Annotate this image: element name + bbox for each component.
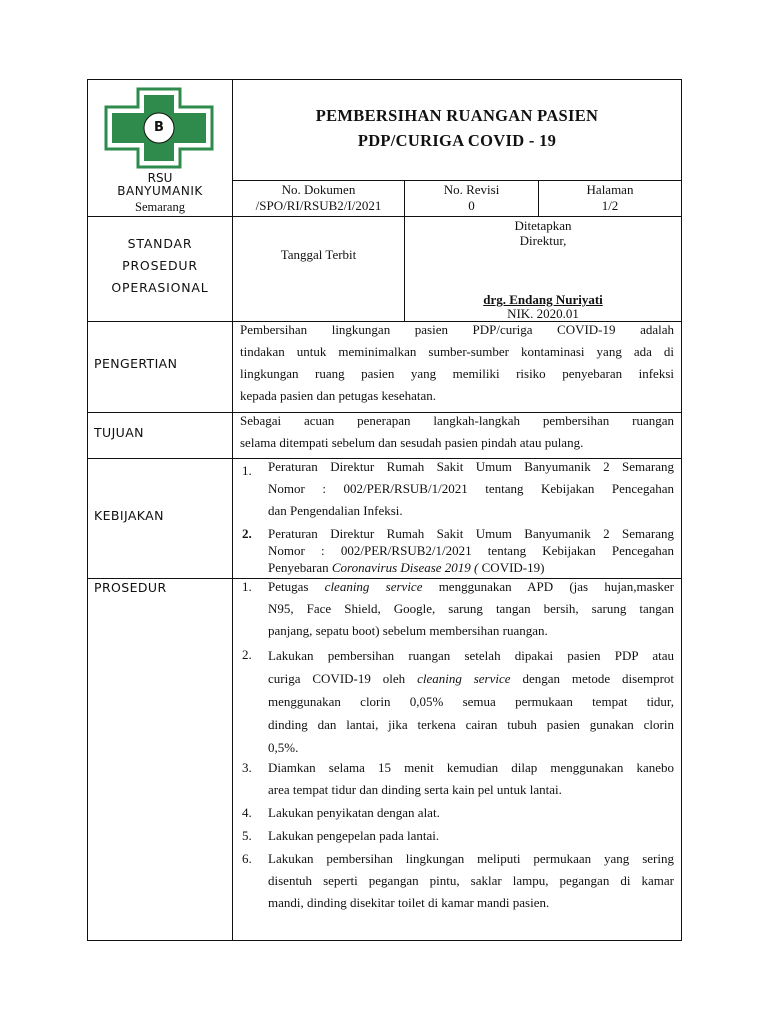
document-title-line2: PDP/CURIGA COVID - 19 bbox=[357, 131, 557, 150]
hospital-logo bbox=[104, 87, 214, 169]
kebijakan-text: COVID-19) bbox=[478, 560, 545, 575]
hospital-line2: BANYUMANIK bbox=[117, 184, 203, 198]
prosedur-line: dinding dan lantai, jika terkena cairan tubuh pasien gunakan clorin bbox=[268, 717, 674, 732]
kebijakan-label: KEBIJAKAN bbox=[94, 508, 164, 523]
pengertian-line: tindakan untuk meminimalkan sumber-sumber kontaminasi yang ada di bbox=[240, 344, 674, 359]
kebijakan-line bbox=[268, 559, 674, 576]
prosedur-line: mandi, dinding disekitar toilet di kamar mandi pasien. bbox=[268, 895, 550, 910]
prosedur-italic-text: cleaning service bbox=[417, 671, 511, 686]
prosedur-line: disentuh seperti pegangan pintu, saklar lampu, pegangan di kamar bbox=[268, 873, 674, 888]
kebijakan-line: Peraturan Direktur Rumah Sakit Umum Banyumanik 2 Semarang bbox=[268, 459, 674, 474]
prosedur-item-number: 4. bbox=[242, 805, 252, 820]
prosedur-line: menggunakan clorin 0,05% semua permukaan tempat tidur, bbox=[268, 694, 674, 709]
prosedur-item-number: 1. bbox=[242, 579, 252, 594]
prosedur-item-number: 5. bbox=[242, 828, 252, 843]
tujuan-line: Sebagai acuan penerapan langkah-langkah pembersihan ruangan bbox=[240, 413, 674, 428]
prosedur-line: Lakukan pembersihan lingkungan meliputi permukaan yang sering bbox=[268, 851, 674, 866]
director-position: Direktur, bbox=[519, 233, 567, 248]
prosedur-item-number: 6. bbox=[242, 851, 252, 866]
kebijakan-line: Peraturan Direktur Rumah Sakit Umum Banyumanik 2 Semarang bbox=[268, 526, 674, 541]
director-name: drg. Endang Nuriyati bbox=[483, 292, 603, 307]
document-title-line1: PEMBERSIHAN RUANGAN PASIEN bbox=[315, 106, 599, 125]
spo-line3: OPERASIONAL bbox=[111, 280, 209, 295]
logo-letter: B bbox=[154, 120, 164, 135]
prosedur-line: area tempat tidur dan dinding serta kain pel untuk lantai. bbox=[268, 782, 562, 797]
prosedur-line: Lakukan pembersihan ruangan setelah dipakai pasien PDP atau bbox=[268, 648, 674, 663]
prosedur-text: dengan metode disemprot bbox=[522, 671, 675, 686]
kebijakan-item-number: 1. bbox=[242, 463, 252, 478]
prosedur-line: Lakukan pengepelan pada lantai. bbox=[268, 828, 440, 843]
prosedur-text: menggunakan APD (jas hujan,masker bbox=[438, 579, 674, 594]
tujuan-label: TUJUAN bbox=[94, 425, 144, 440]
pengertian-line: lingkungan ruang pasien yang memiliki risiko penyebaran infeksi bbox=[240, 366, 674, 381]
prosedur-text: curiga COVID-19 oleh bbox=[268, 671, 406, 686]
pengertian-line: kepada pasien dan petugas kesehatan. bbox=[240, 388, 437, 403]
prosedur-line: Lakukan penyikatan dengan alat. bbox=[268, 805, 440, 820]
set-by-label: Ditetapkan bbox=[514, 218, 572, 233]
hospital-line1: RSU bbox=[147, 171, 173, 185]
prosedur-item-number: 3. bbox=[242, 760, 252, 775]
tujuan-line: selama ditempati sebelum dan sesudah pasien pindah atau pulang. bbox=[240, 435, 584, 450]
prosedur-line: N95, Face Shield, Google, sarung tangan bersih, sarung tangan bbox=[268, 601, 674, 616]
page-value: 1/2 bbox=[601, 198, 619, 213]
kebijakan-text: Penyebaran bbox=[268, 560, 329, 575]
kebijakan-line: Nomor : 002/PER/RSUB2/1/2021 tentang Kebijakan Pencegahan bbox=[268, 543, 674, 558]
pengertian-text bbox=[240, 319, 674, 407]
kebijakan-line: dan Pengendalian Infeksi. bbox=[268, 503, 403, 518]
kebijakan-italic-text: Coronavirus Disease 2019 ( bbox=[331, 560, 479, 575]
tujuan-text bbox=[240, 410, 674, 454]
doc-number-label: No. Dokumen bbox=[281, 182, 356, 197]
prosedur-text: Petugas bbox=[268, 579, 309, 594]
kebijakan-line: Nomor : 002/PER/RSUB/1/2021 tentang Kebijakan Pencegahan bbox=[268, 481, 674, 496]
pengertian-label: PENGERTIAN bbox=[94, 356, 178, 371]
revision-label: No. Revisi bbox=[443, 182, 500, 197]
prosedur-line: 0,5%. bbox=[268, 740, 299, 755]
prosedur-label: PROSEDUR bbox=[94, 580, 167, 595]
page-label: Halaman bbox=[586, 182, 634, 197]
prosedur-line bbox=[268, 576, 674, 598]
hospital-line3: Semarang bbox=[135, 200, 185, 214]
director-nik: NIK. 2020.01 bbox=[507, 306, 579, 321]
doc-number-value: /SPO/RI/RSUB2/I/2021 bbox=[255, 198, 382, 213]
prosedur-item-number: 2. bbox=[242, 647, 252, 662]
prosedur-line bbox=[268, 667, 674, 690]
spo-line1: STANDAR bbox=[127, 236, 193, 251]
prosedur-line: Diamkan selama 15 menit kemudian dilap menggunakan kanebo bbox=[268, 760, 674, 775]
pengertian-line: Pembersihan lingkungan pasien PDP/curiga COVID-19 adalah bbox=[240, 322, 674, 337]
kebijakan-item-number: 2. bbox=[242, 526, 252, 541]
prosedur-italic-text: cleaning service bbox=[324, 579, 423, 594]
spo-line2: PROSEDUR bbox=[122, 258, 198, 273]
prosedur-line: panjang, sepatu boot) sebelum membersihan ruangan. bbox=[268, 623, 548, 638]
revision-value: 0 bbox=[468, 198, 475, 213]
issue-date-label: Tanggal Terbit bbox=[280, 247, 357, 262]
